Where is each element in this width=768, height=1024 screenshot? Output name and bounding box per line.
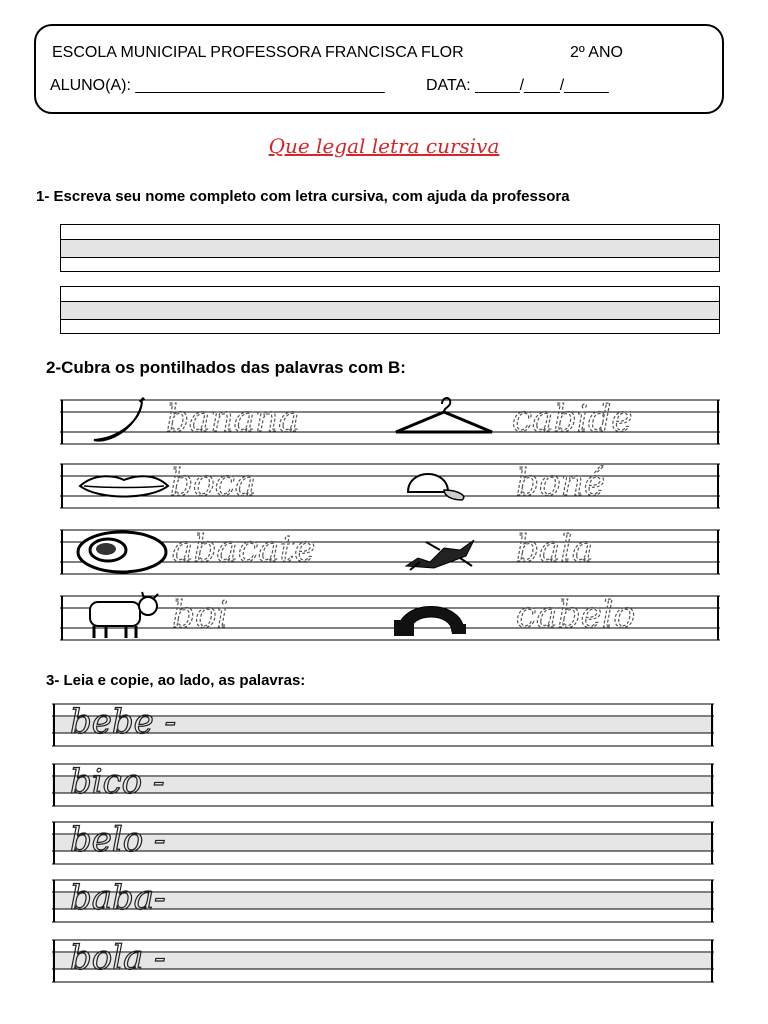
trace-row: [60, 594, 720, 642]
student-name-line[interactable]: ALUNO(A): ____________________________: [50, 77, 385, 94]
copy-word: baba-: [70, 878, 166, 918]
exercise-2-prompt: 2-Cubra os pontilhados das palavras com B:: [46, 358, 406, 377]
name-writing-line-1[interactable]: [60, 224, 720, 272]
hanger-icon: [390, 396, 500, 444]
copy-row[interactable]: [52, 820, 714, 866]
mouth-icon: [76, 462, 172, 510]
copy-row[interactable]: [52, 702, 714, 748]
trace-word[interactable]: bala: [516, 529, 594, 570]
trace-row: [60, 398, 720, 446]
trace-word[interactable]: boca: [170, 463, 257, 504]
copy-row[interactable]: [52, 878, 714, 924]
ox-icon: [84, 592, 164, 642]
trace-word[interactable]: banana: [166, 399, 300, 440]
header-box: [34, 24, 724, 114]
copy-word: bebe -: [70, 702, 177, 742]
copy-word: bico -: [70, 762, 165, 802]
grade-label: 2º ANO: [570, 44, 623, 61]
copy-lines: [52, 702, 714, 748]
copy-word: belo -: [70, 820, 166, 860]
trace-word[interactable]: boi: [172, 595, 229, 636]
cap-icon: [404, 462, 474, 510]
copy-row[interactable]: [52, 762, 714, 808]
copy-lines: [52, 762, 714, 808]
trace-word[interactable]: abacate: [172, 529, 316, 570]
trace-word[interactable]: cabide: [512, 399, 633, 440]
copy-word: bola -: [70, 938, 166, 978]
page-title: Que legal letra cursiva: [268, 134, 500, 158]
exercise-1-prompt: 1- Escreva seu nome completo com letra cursiva, com ajuda da professora: [36, 188, 570, 205]
candy-icon: [400, 528, 480, 576]
copy-lines: [52, 938, 714, 984]
trace-row: [60, 528, 720, 576]
trace-row: [60, 462, 720, 510]
trace-word[interactable]: boné: [516, 463, 606, 504]
avocado-icon: [70, 528, 170, 576]
exercise-3-prompt: 3- Leia e copie, ao lado, as palavras:: [46, 672, 306, 689]
hair-icon: [392, 592, 482, 642]
copy-row[interactable]: [52, 938, 714, 984]
trace-word[interactable]: cabelo: [516, 595, 636, 636]
banana-icon: [88, 398, 148, 446]
date-line[interactable]: DATA: _____/____/_____: [426, 77, 609, 94]
copy-lines: [52, 820, 714, 866]
name-writing-line-2[interactable]: [60, 286, 720, 334]
copy-lines: [52, 878, 714, 924]
school-name: ESCOLA MUNICIPAL PROFESSORA FRANCISCA FLOR: [52, 44, 464, 61]
